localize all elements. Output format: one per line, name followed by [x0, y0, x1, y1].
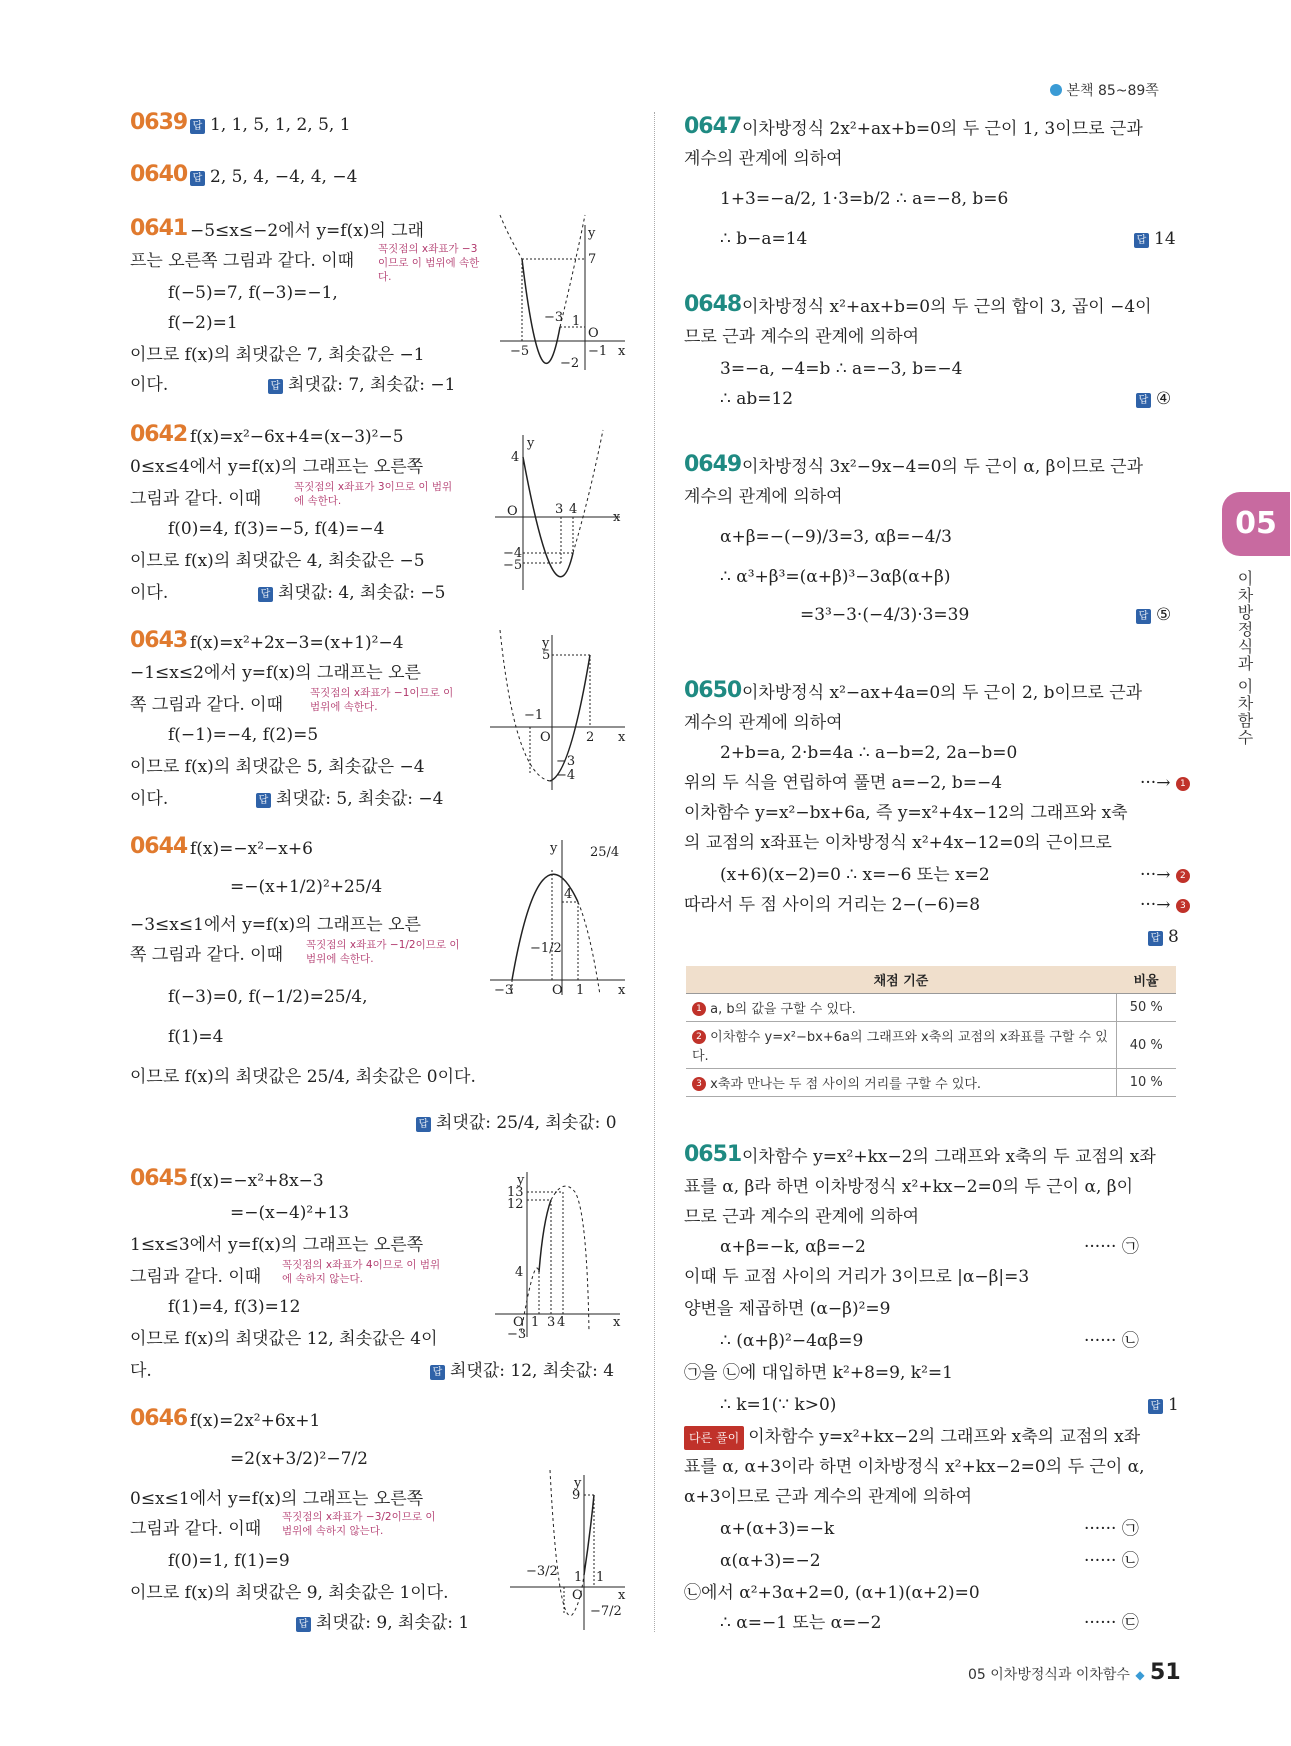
svg-text:x: x [618, 344, 626, 359]
text-line: 이다. [130, 375, 169, 395]
svg-text:1: 1 [574, 1570, 583, 1585]
text-line: 그림과 같다. 이때 [130, 489, 262, 509]
svg-text:1: 1 [572, 314, 581, 329]
text-line: −3≤x≤1에서 y=f(x)의 그래프는 오른 [130, 915, 421, 935]
svg-text:−3: −3 [544, 310, 564, 325]
svg-text:x: x [618, 983, 626, 998]
text-line: 이차방정식 2x²+ax+b=0의 두 근이 1, 3이므로 근과 [742, 119, 1143, 139]
svg-text:−5: −5 [503, 558, 523, 573]
svg-text:−3/2: −3/2 [526, 1564, 558, 1579]
text-line: =3³−3·(−4/3)·3=39 [800, 605, 970, 625]
answer: ④ [1156, 389, 1172, 409]
text-line: 1+3=−a/2, 1·3=b/2 ∴ a=−8, b=6 [720, 189, 1009, 209]
text-line: 3=−a, −4=b ∴ a=−3, b=−4 [720, 359, 963, 379]
text-line: −5≤x≤−2에서 y=f(x)의 그래 [190, 221, 425, 241]
table-row: 2 이차함수 y=x²−bx+6a의 그래프와 x축의 교점의 x좌표를 구할 수 있다. 40 % [686, 1022, 1176, 1069]
tag: ······ ㉡ [1084, 1331, 1139, 1351]
answer-icon: 답 [296, 1617, 311, 1632]
answer: ⑤ [1156, 605, 1172, 625]
answer: 최댓값: 4, 최솟값: −5 [278, 583, 446, 603]
svg-text:y: y [542, 636, 550, 651]
svg-text:25/4: 25/4 [590, 845, 620, 860]
problem-number: 0640 [130, 162, 188, 187]
margin-note: 꼭짓점의 x좌표가 −1이므로 이 범위에 속한다. [310, 687, 454, 713]
svg-text:−1: −1 [588, 344, 608, 359]
text-line: 이차함수 y=x²+kx−2의 그래프와 x축의 교점의 x좌 [748, 1427, 1141, 1447]
table-row: 1 a, b의 값을 구할 수 있다. 50 % [686, 994, 1176, 1022]
text-line: 이차방정식 x²+ax+b=0의 두 근의 합이 3, 곱이 −4이 [742, 297, 1152, 317]
text-line: 표를 α, β라 하면 이차방정식 x²+kx−2=0의 두 근이 α, β이 [684, 1177, 1134, 1197]
problem-number: 0642 [130, 422, 188, 447]
svg-text:−2: −2 [560, 356, 580, 371]
svg-text:13: 13 [507, 1185, 524, 1200]
graph-0642 [495, 435, 625, 595]
problem-number: 0651 [684, 1142, 742, 1167]
table-row: 3 x축과 만나는 두 점 사이의 거리를 구할 수 있다. 10 % [686, 1069, 1176, 1097]
tag: ······ ㉠ [1084, 1237, 1139, 1257]
svg-text:1: 1 [596, 1570, 605, 1585]
answer-icon: 답 [1136, 609, 1151, 624]
answer: 최댓값: 9, 최솟값: 1 [316, 1613, 470, 1633]
text-line: 계수의 관계에 의하여 [684, 487, 843, 507]
text-line: ㉡에서 α²+3α+2=0, (α+1)(α+2)=0 [684, 1583, 980, 1603]
text-line: α(α+3)=−2 [720, 1551, 821, 1571]
text-line: 이차함수 y=x²−bx+6a, 즉 y=x²+4x−12의 그래프와 x축 [684, 803, 1128, 823]
text-line: ㉠을 ㉡에 대입하면 k²+8=9, k²=1 [684, 1363, 953, 1383]
answer: 1, 1, 5, 1, 2, 5, 1 [210, 115, 351, 135]
text-line: 이차방정식 x²−ax+4a=0의 두 근이 2, b이므로 근과 [742, 683, 1143, 703]
svg-text:x: x [613, 510, 621, 525]
step-marker: 3 [1176, 899, 1190, 913]
svg-text:y: y [527, 436, 535, 451]
answer: 최댓값: 12, 최솟값: 4 [450, 1361, 615, 1381]
text-line: f(x)=x²−6x+4=(x−3)²−5 [190, 427, 404, 447]
problem-number: 0647 [684, 114, 742, 139]
answer-icon: 답 [268, 379, 283, 394]
text-line: 므로 근과 계수의 관계에 의하여 [684, 1207, 920, 1227]
problem-number: 0643 [130, 628, 188, 653]
footer-chapter: 05 이차방정식과 이차함수 [968, 1667, 1130, 1683]
text-line: α+β=−(−9)/3=3, αβ=−4/3 [720, 527, 952, 547]
text-line: ∴ (α+β)²−4αβ=9 [720, 1331, 864, 1351]
text-line: 양변을 제곱하면 (α−β)²=9 [684, 1299, 891, 1319]
text-line: 이므로 f(x)의 최댓값은 7, 최솟값은 −1 [130, 345, 425, 365]
svg-text:−4: −4 [503, 546, 523, 561]
text-line: 쪽 그림과 같다. 이때 [130, 945, 283, 965]
graph-0645 [495, 1172, 625, 1342]
text-line: 표를 α, α+3이라 하면 이차방정식 x²+kx−2=0의 두 근이 α, [684, 1457, 1145, 1477]
problem-number: 0650 [684, 678, 742, 703]
svg-text:3: 3 [555, 502, 564, 517]
problem-number: 0639 [130, 110, 188, 135]
text-line: 이다. [130, 583, 169, 603]
text-line: α+3이므로 근과 계수의 관계에 의하여 [684, 1487, 973, 1507]
svg-text:4: 4 [511, 450, 520, 465]
footer [968, 1660, 1181, 1685]
text-line: f(x)=−x²−x+6 [190, 839, 313, 859]
text-line: ∴ α=−1 또는 α=−2 [720, 1613, 882, 1633]
svg-text:7: 7 [588, 252, 597, 267]
grading-table [686, 966, 1176, 1097]
text-line: 프는 오른쪽 그림과 같다. 이때 [130, 251, 355, 271]
svg-text:−1/2: −1/2 [530, 941, 562, 956]
svg-text:y: y [550, 841, 558, 856]
svg-text:1: 1 [576, 983, 585, 998]
text-line: f(−5)=7, f(−3)=−1, [168, 283, 338, 303]
text-line: 의 교점의 x좌표는 이차방정식 x²+4x−12=0의 근이므로 [684, 833, 1112, 853]
answer-icon: 답 [430, 1365, 445, 1380]
problem-number: 0644 [130, 834, 188, 859]
answer-icon: 답 [416, 1117, 431, 1132]
text-line: 0≤x≤1에서 y=f(x)의 그래프는 오른쪽 [130, 1489, 424, 1509]
bullet-icon [1050, 84, 1062, 96]
answer: 8 [1168, 927, 1179, 947]
answer-icon: 답 [1148, 1399, 1163, 1414]
problem-number: 0641 [130, 216, 188, 241]
tag: ······ ㉢ [1084, 1613, 1139, 1633]
problem-number: 0645 [130, 1166, 188, 1191]
text-line: 이므로 f(x)의 최댓값은 9, 최솟값은 1이다. [130, 1583, 449, 1603]
text-line: 므로 근과 계수의 관계에 의하여 [684, 327, 920, 347]
svg-text:1: 1 [531, 1315, 540, 1330]
svg-text:y: y [574, 1476, 582, 1491]
text-line: f(0)=4, f(3)=−5, f(4)=−4 [168, 519, 385, 539]
text-line: 이차방정식 3x²−9x−4=0의 두 근이 α, β이므로 근과 [742, 457, 1144, 477]
text-line: 이므로 f(x)의 최댓값은 25/4, 최솟값은 0이다. [130, 1067, 476, 1087]
text-line: 이므로 f(x)의 최댓값은 4, 최솟값은 −5 [130, 551, 425, 571]
text-line: f(0)=1, f(1)=9 [168, 1551, 290, 1571]
table-header: 채점 기준 [686, 966, 1116, 994]
svg-text:x: x [613, 1315, 621, 1330]
graph-0643 [490, 635, 630, 795]
answer-icon: 답 [1134, 233, 1149, 248]
svg-text:x: x [618, 1588, 626, 1603]
text-line: f(x)=x²+2x−3=(x+1)²−4 [190, 633, 404, 653]
svg-text:O: O [513, 1315, 524, 1330]
svg-text:O: O [507, 504, 518, 519]
margin-note: 꼭짓점의 x좌표가 4이므로 이 범위에 속하지 않는다. [282, 1259, 441, 1285]
text-line: f(1)=4, f(3)=12 [168, 1297, 301, 1317]
answer-icon: 답 [1148, 931, 1163, 946]
page-reference: 본책 85~89쪽 [1050, 80, 1159, 100]
answer: 최댓값: 7, 최솟값: −1 [288, 375, 456, 395]
graph-0644 [490, 840, 630, 1000]
column-divider [654, 112, 655, 1632]
problem-number: 0646 [130, 1406, 188, 1431]
graph-0641 [500, 225, 630, 375]
text-line: 1≤x≤3에서 y=f(x)의 그래프는 오른쪽 [130, 1235, 424, 1255]
svg-text:−5: −5 [510, 344, 530, 359]
svg-text:x: x [618, 730, 626, 745]
tag: ······ ㉡ [1084, 1551, 1139, 1571]
svg-text:O: O [572, 1588, 583, 1603]
text-line: 2+b=a, 2·b=4a ∴ a−b=2, 2a−b=0 [720, 743, 1018, 763]
text-line: 계수의 관계에 의하여 [684, 713, 843, 733]
text-line: =−(x+1/2)²+25/4 [230, 877, 383, 897]
svg-text:y: y [517, 1173, 525, 1188]
text-line: f(−2)=1 [168, 313, 238, 333]
text-line: ∴ ab=12 [720, 389, 794, 409]
text-line: f(1)=4 [168, 1027, 224, 1047]
text-line: 따라서 두 점 사이의 거리는 2−(−6)=8 [684, 895, 981, 915]
text-line: f(−1)=−4, f(2)=5 [168, 725, 319, 745]
text-line: 0≤x≤4에서 y=f(x)의 그래프는 오른쪽 [130, 457, 424, 477]
step-marker: 2 [1176, 869, 1190, 883]
svg-text:4: 4 [569, 502, 578, 517]
margin-note: 꼭짓점의 x좌표가 −3/2이므로 이 범위에 속하지 않는다. [282, 1511, 436, 1537]
text-line: f(x)=−x²+8x−3 [190, 1171, 324, 1191]
text-line: −1≤x≤2에서 y=f(x)의 그래프는 오른 [130, 663, 421, 683]
svg-text:y: y [588, 226, 596, 241]
svg-text:−3: −3 [494, 983, 514, 998]
text-line: 이차함수 y=x²+kx−2의 그래프와 x축의 두 교점의 x좌 [742, 1147, 1156, 1167]
text-line: =−(x−4)²+13 [230, 1203, 350, 1223]
text-line: 그림과 같다. 이때 [130, 1267, 262, 1287]
answer-icon: 답 [258, 587, 273, 602]
text-line: 이므로 f(x)의 최댓값은 12, 최솟값은 4이 [130, 1329, 438, 1349]
chapter-tab-title: 이차방정식과 이차함수 [1235, 570, 1254, 747]
problem-number: 0649 [684, 452, 742, 477]
answer-icon: 답 [190, 171, 205, 186]
text-line: α+β=−k, αβ=−2 [720, 1237, 866, 1257]
answer: 14 [1154, 229, 1176, 249]
text-line: 이므로 f(x)의 최댓값은 5, 최솟값은 −4 [130, 757, 425, 777]
text-line: f(−3)=0, f(−1/2)=25/4, [168, 987, 368, 1007]
text-line: =2(x+3/2)²−7/2 [230, 1449, 368, 1469]
text-line: 다. [130, 1361, 152, 1381]
answer: 1 [1168, 1395, 1179, 1415]
svg-text:−3: −3 [507, 1327, 527, 1342]
svg-text:3: 3 [547, 1315, 556, 1330]
table-header: 비율 [1116, 966, 1176, 994]
svg-text:5: 5 [542, 648, 551, 663]
step-marker: 1 [1176, 777, 1190, 791]
svg-text:4: 4 [564, 887, 573, 902]
answer: 2, 5, 4, −4, 4, −4 [210, 167, 358, 187]
svg-text:O: O [588, 326, 599, 341]
text-line: 이때 두 교점 사이의 거리가 3이므로 |α−β|=3 [684, 1267, 1030, 1287]
tag: ······ ㉠ [1084, 1519, 1139, 1539]
svg-text:4: 4 [557, 1315, 566, 1330]
svg-text:−7/2: −7/2 [590, 1604, 622, 1619]
text-line: ∴ b−a=14 [720, 229, 808, 249]
svg-text:O: O [552, 983, 563, 998]
answer-icon: 답 [1136, 393, 1151, 408]
svg-text:−3: −3 [556, 754, 576, 769]
diamond-icon: ◆ [1135, 1668, 1145, 1682]
alt-solution-badge: 다른 풀이 [684, 1426, 744, 1450]
text-line: ∴ α³+β³=(α+β)³−3αβ(α+β) [720, 567, 951, 587]
svg-text:O: O [540, 730, 551, 745]
text-line: 위의 두 식을 연립하여 풀면 a=−2, b=−4 [684, 773, 1003, 793]
chapter-tab[interactable]: 05 [1222, 492, 1290, 556]
answer: 최댓값: 5, 최솟값: −4 [276, 789, 444, 809]
svg-text:2: 2 [586, 730, 595, 745]
page-number: 51 [1150, 1660, 1181, 1685]
text-line: 이다. [130, 789, 169, 809]
margin-note: 꼭짓점의 x좌표가 3이므로 이 범위에 속한다. [294, 481, 453, 507]
answer-icon: 답 [190, 119, 205, 134]
problem-number: 0648 [684, 292, 742, 317]
margin-note: 꼭짓점의 x좌표가 −3이므로 이 범위에 속한다. [378, 243, 480, 283]
text-line: 계수의 관계에 의하여 [684, 149, 843, 169]
answer-icon: 답 [256, 793, 271, 808]
text-line: f(x)=2x²+6x+1 [190, 1411, 321, 1431]
text-line: (x+6)(x−2)=0 ∴ x=−6 또는 x=2 [720, 865, 990, 885]
svg-text:4: 4 [515, 1265, 524, 1280]
text-line: 쪽 그림과 같다. 이때 [130, 695, 283, 715]
svg-text:−1: −1 [524, 708, 544, 723]
margin-note: 꼭짓점의 x좌표가 −1/2이므로 이 범위에 속한다. [306, 939, 460, 965]
svg-text:9: 9 [572, 1488, 581, 1503]
graph-0646 [510, 1475, 630, 1635]
svg-text:−4: −4 [556, 768, 576, 783]
svg-text:12: 12 [507, 1197, 524, 1212]
text-line: 그림과 같다. 이때 [130, 1519, 262, 1539]
text-line: α+(α+3)=−k [720, 1519, 835, 1539]
text-line: ∴ k=1(∵ k>0) [720, 1395, 837, 1415]
answer: 최댓값: 25/4, 최솟값: 0 [436, 1113, 617, 1133]
